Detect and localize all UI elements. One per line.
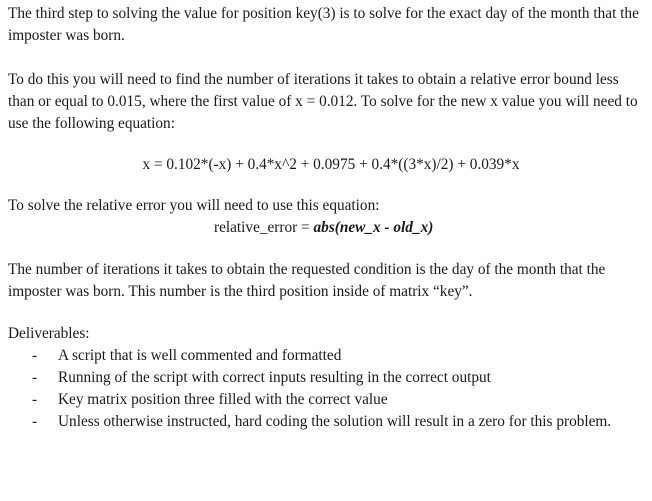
deliverables-title: Deliverables: bbox=[8, 325, 90, 342]
document-page bbox=[8, 3, 644, 433]
list-item-text: Running of the script with correct inputs resulting in the correct output bbox=[58, 369, 491, 386]
relative-error-lhs: relative_error = bbox=[214, 219, 314, 236]
x-update-equation: x = 0.102*(-x) + 0.4*x^2 + 0.0975 + 0.4*((3*x)/2) + 0.039*x bbox=[142, 156, 520, 173]
bullet-dash: - bbox=[32, 347, 38, 364]
bullet-dash: - bbox=[32, 413, 38, 430]
list-item bbox=[8, 389, 644, 411]
list-item-text: Key matrix position three filled with the correct value bbox=[58, 391, 388, 408]
iterations-explanation-paragraph: The number of iterations it takes to obtain the requested condition is the day of the month that the imposter was born. This number is the third position inside of matrix “key”. bbox=[8, 261, 606, 300]
relative-error-rhs: abs(new_x - old_x) bbox=[313, 219, 434, 236]
list-item-text: A script that is well commented and formatted bbox=[58, 347, 342, 364]
relative-error-equation bbox=[8, 217, 644, 239]
deliverables-list bbox=[8, 345, 644, 433]
bullet-dash: - bbox=[32, 369, 38, 386]
list-item bbox=[8, 411, 644, 433]
intro-paragraph: The third step to solving the value for position key(3) is to solve for the exact day of the month that the imposter was born. bbox=[8, 5, 639, 44]
list-item bbox=[8, 367, 644, 389]
iteration-instructions-paragraph: To do this you will need to find the number of iterations it takes to obtain a relative error bound less than or equal to 0.015, where the first value of x = 0.012. To solve for the new x value you will need to use the following equation: bbox=[8, 71, 638, 132]
relative-error-intro: To solve the relative error you will need to use this equation: bbox=[8, 197, 380, 214]
list-item bbox=[8, 345, 644, 367]
bullet-dash: - bbox=[32, 391, 38, 408]
list-item-text: Unless otherwise instructed, hard coding the solution will result in a zero for this problem. bbox=[58, 413, 612, 430]
